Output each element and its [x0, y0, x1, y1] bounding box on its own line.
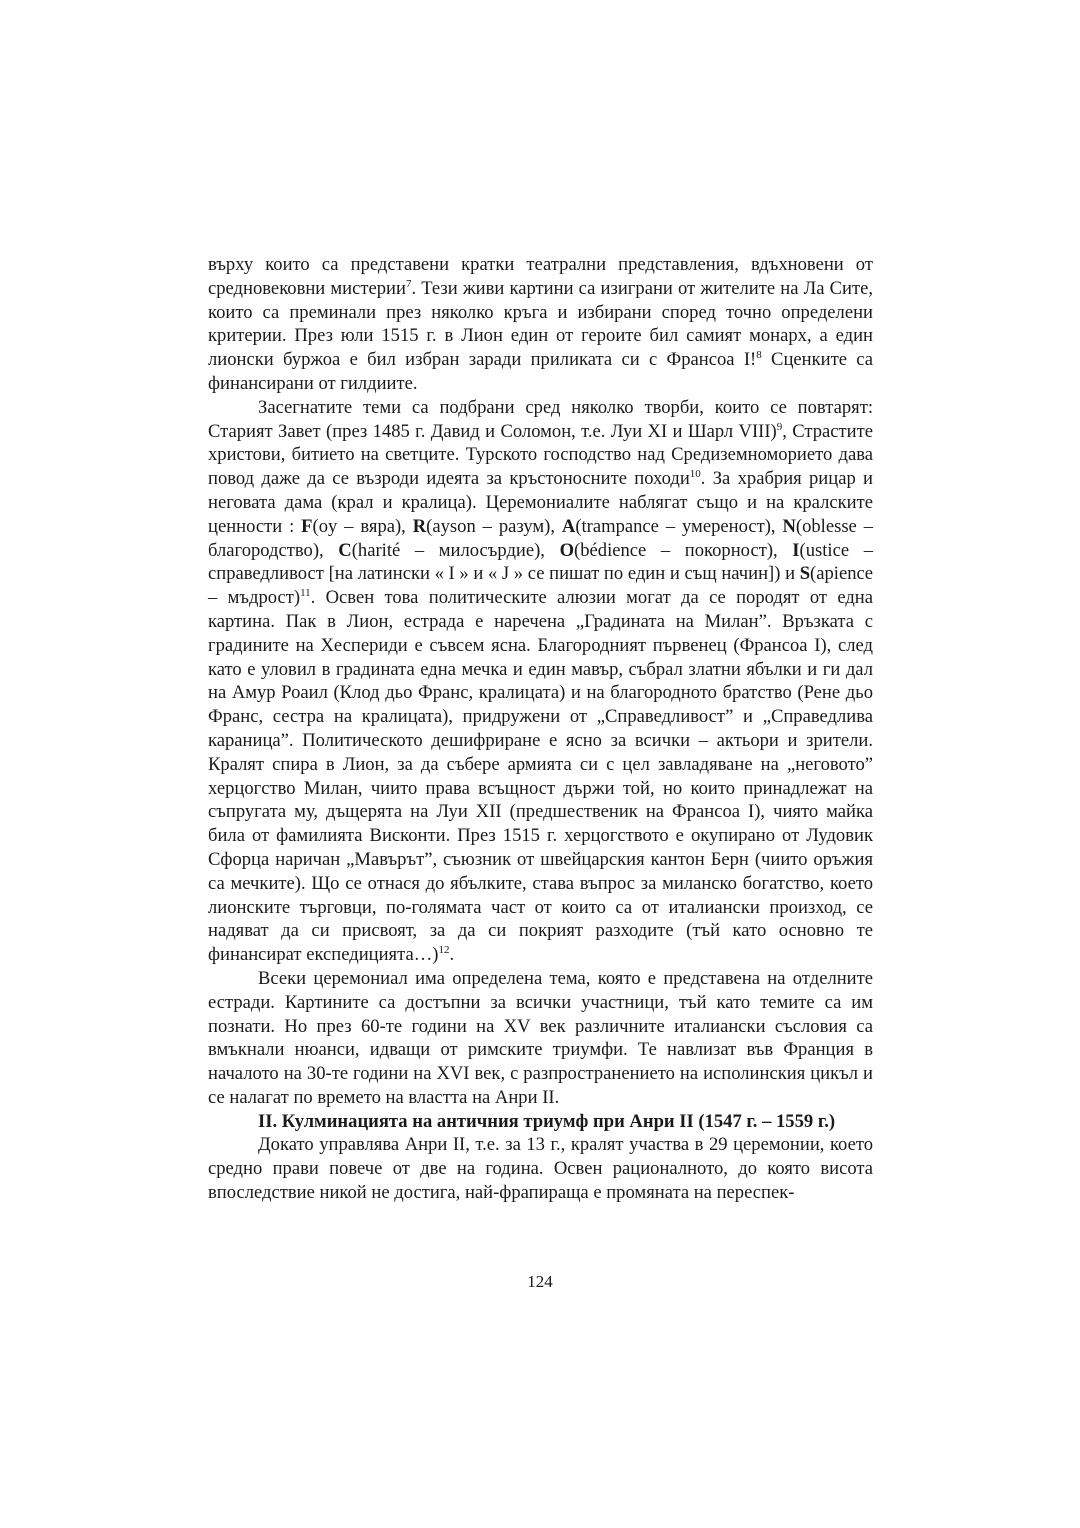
- footnote-ref: 9: [776, 420, 783, 433]
- paragraph: [208, 253, 873, 396]
- text-run: , Страстите христови, битието на светците. Турското господство над Средиземноморието дава повод даже да се възроди идеята за кръстоносните походи: [208, 420, 873, 490]
- text-run: (apience – мъдрост): [208, 563, 873, 609]
- text-run: (oblesse – благородство),: [208, 515, 873, 561]
- paragraph: [208, 967, 873, 1110]
- text-run: върху които са представени кратки театрални представления, вдъхновени от средновековни мистерии: [208, 254, 873, 299]
- body-text: [208, 253, 873, 1205]
- footnote-ref: 10: [689, 467, 701, 480]
- bold-letter: C: [338, 539, 352, 561]
- bold-letter: N: [782, 515, 796, 537]
- text-run: . Освен това политическите алюзии могат да се породят от една картина. Пак в Лион, естрада е наречена „Градината на Милан”. Връзката с градините на Хеспериди е съвсем ясна. Благородният първенец (Франсоа I), след като е уловил в градината една мечка и един мавър, събрал златни ябълки и ги дал на Амур Роаил (Клод дьо Франс, кралицата) и на благородното братство (Рене дьо Франс, сестра на кралицата), придружени от „Справедливост” и „Справедлива караница”. Политическото дешифриране е ясно за всички – актьори и зрители. Кралят спира в Лион, за да събере армията си с цел завладяване на „неговото” херцогство Милан, чиито права всъщност държи той, но които принадлежат на съпругата му, дъщерята на Луи XII (предшественик на Франсоа I), чиято майка била от фамилията Висконти. През 1515 г. херцогството е окупирано от Лудовик Сфорца наричан „Мавърът”, съюзник от швейцарския кантон Берн (чиито оръжия са мечките). Що се отнася до ябълките, става въпрос за миланско богатство, което лионските търговци, по-голямата част от които са от италиански произход, се надяват да си присвоят, за да си покрият разходите (тъй като основно те финансират експедицията…): [208, 587, 873, 966]
- bold-letter: R: [412, 515, 427, 537]
- text-run: Докато управлява Анри II, т.е. за 13 г., кралят участва в 29 церемонии, което средно прави повече от две на година. Освен рационалното, до която висота впоследствие никой не достига, най-фрапираща е промяната на переспек-: [208, 1134, 873, 1204]
- paragraph: [208, 1133, 873, 1204]
- text-run: (harité – милосърдие),: [351, 539, 560, 561]
- section-heading: II. Кулминацията на античния триумф при Анри II (1547 г. – 1559 г.): [258, 1110, 836, 1132]
- text-run: (oy – вяра),: [312, 515, 413, 537]
- text-run: . За храбрия рицар и неговата дама (крал и кралица). Церемониалите наблягат също и на кралските ценности :: [208, 468, 873, 537]
- paragraph: [208, 396, 873, 967]
- text-run: (trampance – умереност),: [575, 515, 783, 537]
- text-run: (ustice – справедливост [на латински « I » и « J » се пишат по един и същ начин]) и: [208, 539, 873, 585]
- footnote-ref: 8: [756, 349, 762, 361]
- text-run: Сценките са финансирани от гилдиите.: [208, 349, 874, 394]
- text-run: Всеки церемониал има определена тема, която е представена на отделните естради. Картините са достъпни за всички участници, тъй като темите са им познати. Но през 60-те години на XV век различните италиански съсловия са вмъкнали нюанси, идващи от римските триумфи. Те навлизат във Франция в началото на 30-те години на XVI век, с разпространението на исполинския цикъл и се налагат по времето на властта на Анри II.: [208, 967, 873, 1108]
- bold-letter: S: [799, 563, 811, 585]
- bold-letter: F: [301, 515, 313, 537]
- text-run: .: [449, 944, 455, 966]
- footnote-ref: 12: [438, 943, 450, 956]
- text-run: Засегнатите теми са подбрани сред няколко творби, които се повтарят: Старият Завет (през 1485 г. Давид и Соломон, т.е. Луи XI и Шарл VIII): [208, 396, 873, 442]
- bold-letter: O: [559, 539, 575, 561]
- bold-letter: I: [792, 539, 800, 561]
- text-run: . Тези живи картини са изиграни от жителите на Ла Сите, които са преминали през няколко кръга и избирани според точно определени критерии. През юли 1515 г. в Лион един от героите бил самият монарх, а един лионски буржоа е бил избран заради приликата си с Франсоа I!: [208, 277, 873, 371]
- text-run: (bédience – покорност),: [574, 539, 793, 561]
- footnote-ref: 7: [405, 277, 412, 290]
- footnote-ref: 11: [300, 586, 311, 599]
- text-run: (ayson – разум),: [426, 515, 562, 537]
- page-number: 124: [527, 1272, 553, 1291]
- bold-letter: A: [561, 515, 576, 537]
